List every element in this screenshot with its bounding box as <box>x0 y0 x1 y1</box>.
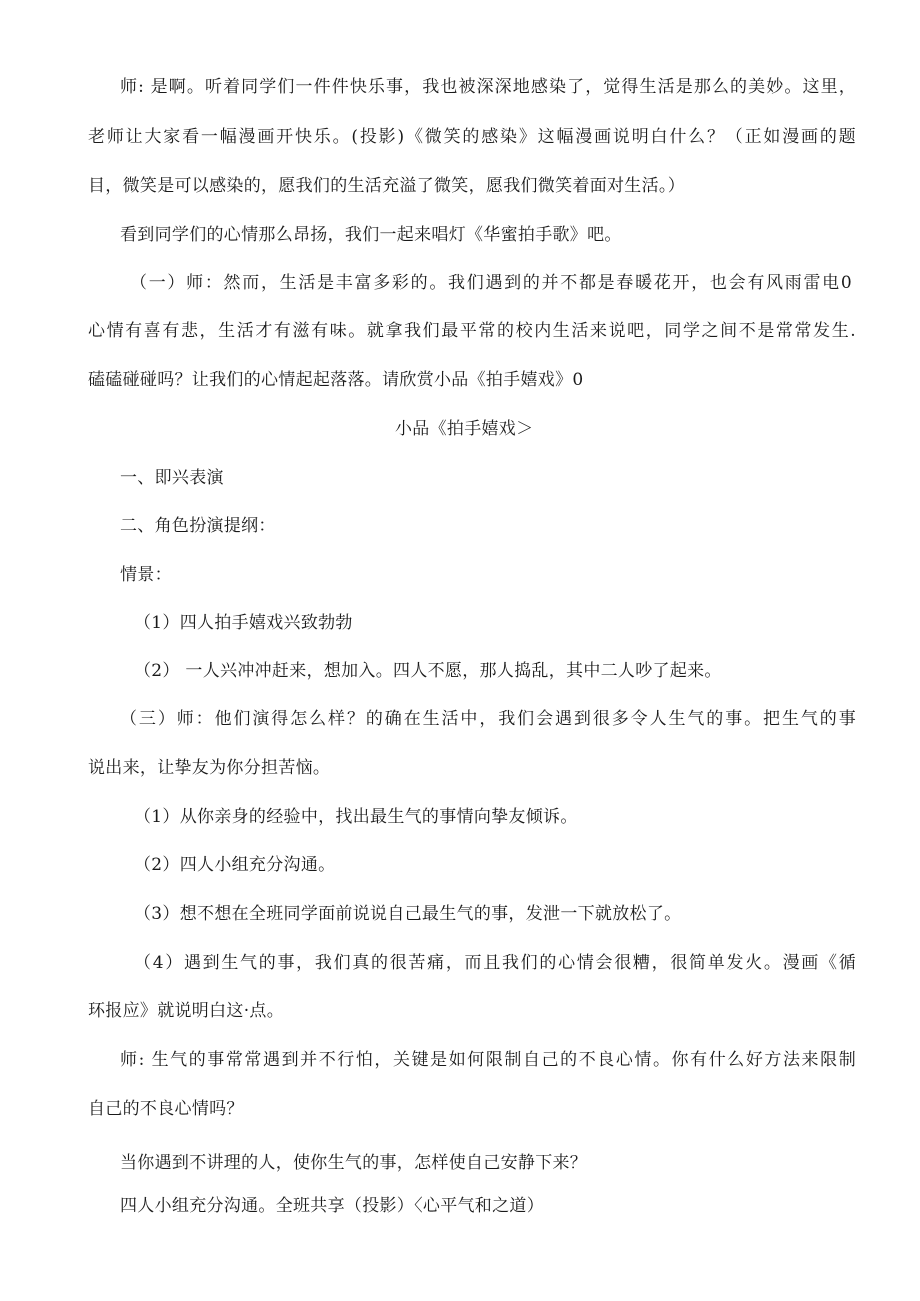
section-title: 小品《拍手嬉戏＞ <box>395 419 534 439</box>
step-item-3: （3）想不想在全班同学面前说说自己最生气的事，发泄一下就放松了。 <box>134 904 682 924</box>
paragraph-line-11: 自己的不良心情吗？ <box>88 1099 244 1119</box>
step-item-4: （4）遇到生气的事，我们真的很苦痛，而且我们的心情会很糟，很简单发火。漫画《循 <box>134 953 856 973</box>
paragraph-line-5: （一）师：然而，生活是丰富多彩的。我们遇到的并不都是春暖花开，也会有风雨雷电0 <box>130 273 852 293</box>
paragraph-line-1: 师: 是啊。听着同学们一件件快乐事，我也被深深地感染了，觉得生活是那么的美妙。这里， <box>120 77 856 97</box>
paragraph-line-8: （三）师：他们演得怎么样？的确在生活中，我们会遇到很多令人生气的事。把生气的事 <box>120 709 856 729</box>
list-item-improv: 一、即兴表演 <box>120 468 224 488</box>
scene-item-2: （2） 一人兴冲冲赶来，想加入。四人不愿，那人捣乱，其中二人吵了起来。 <box>134 661 722 681</box>
scene-label: 情景： <box>120 565 172 585</box>
paragraph-line-10: 师: 生气的事常常遇到并不行怕，关键是如何限制自己的不良心情。你有什么好方法来限制 <box>120 1050 856 1070</box>
paragraph-line-13: 四人小组充分沟通。全班共享（投影）〈心平气和之道） <box>120 1196 544 1216</box>
list-item-roleplay: 二、角色扮演提纲： <box>120 516 276 536</box>
paragraph-line-2: 老师让大家看一幅漫画开快乐。(投影)《微笑的感染》这幅漫画说明白什么？（正如漫画的题 <box>88 127 856 147</box>
paragraph-line-3: 目，微笑是可以感染的，愿我们的生活充溢了微笑，愿我们微笑着面对生活。） <box>88 176 685 196</box>
paragraph-line-6: 心情有喜有悲，生活才有滋有味。就拿我们最平常的校内生活来说吧，同学之间不是常常发生. <box>88 321 856 341</box>
paragraph-line-9: 说出来，让挚友为你分担苦恼。 <box>88 758 331 778</box>
step-item-4-cont: 环报应》就说明白这·点。 <box>88 1001 285 1021</box>
paragraph-line-4: 看到同学们的心情那么昂扬，我们一起来唱灯《华蜜拍手歌》吧。 <box>120 225 622 245</box>
paragraph-line-12: 当你遇到不讲理的人，使你生气的事，怎样使自己安静下来？ <box>120 1153 588 1173</box>
step-item-2: （2）四人小组充分沟通。 <box>134 855 336 875</box>
paragraph-line-7: 磕磕碰碰吗？让我们的心情起起落落。请欣赏小品《拍手嬉戏》0 <box>88 370 584 390</box>
step-item-1: （1）从你亲身的经验中，找出最生气的事情向挚友倾诉。 <box>134 807 578 827</box>
scene-item-1: （1）四人拍手嬉戏兴致勃勃 <box>134 613 353 633</box>
